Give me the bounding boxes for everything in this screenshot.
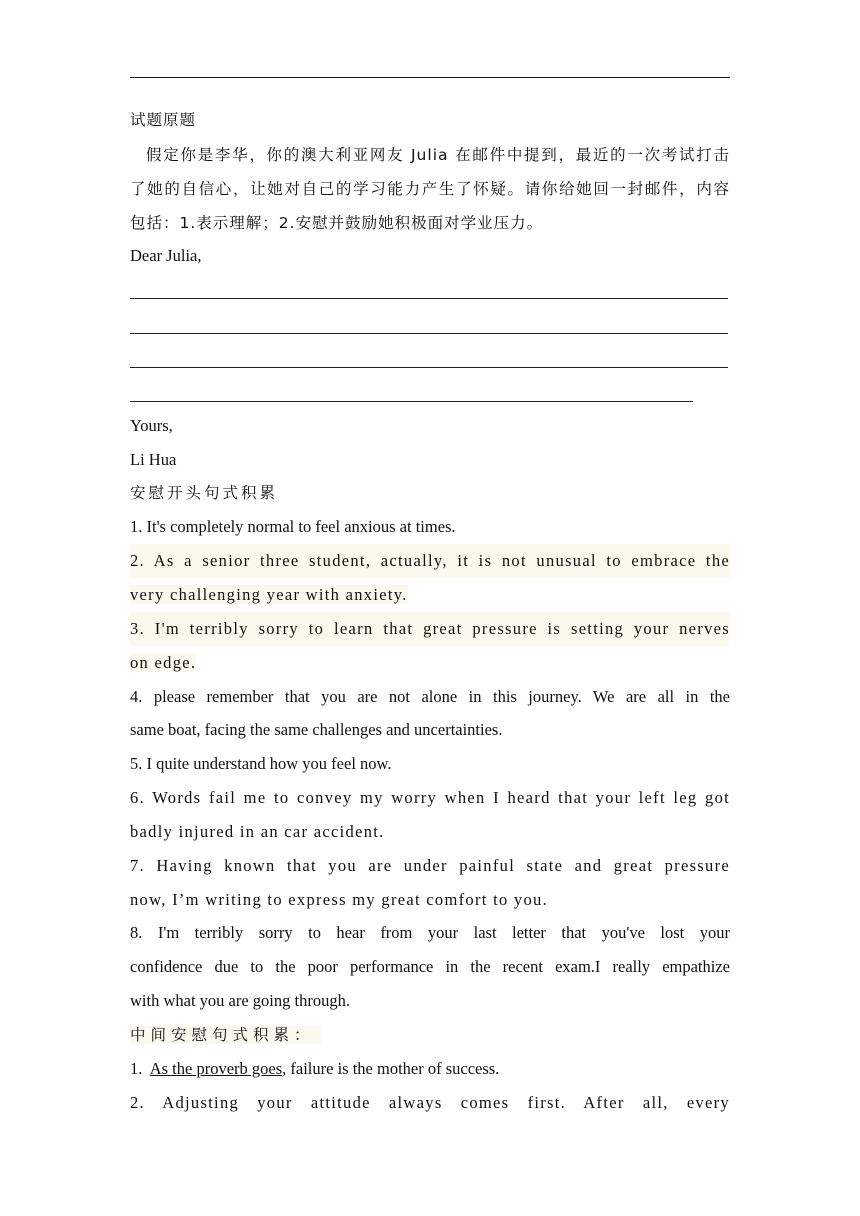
opening-line-14: confidence due to the poor performance in the recent exam.I really empathize (130, 957, 730, 976)
opening-line-1: 1. It's completely normal to feel anxious at times. (130, 517, 456, 536)
middle-line-2: 2. Adjusting your attitude always comes first. After all, every (130, 1093, 730, 1112)
letter-greeting: Dear Julia, (130, 246, 202, 265)
opening-line-8: 5. I quite understand how you feel now. (130, 754, 392, 773)
answer-blank-line (130, 401, 693, 402)
answer-blank-line (130, 367, 728, 368)
opening-line-6: 4. please remember that you are not alone in this journey. We are all in the (130, 687, 730, 706)
opening-line-15: with what you are going through. (130, 991, 350, 1010)
answer-blank-line (130, 333, 728, 334)
middle-section-heading (130, 1018, 730, 1052)
middle-line-1-underlined: As the proverb goes (149, 1059, 283, 1078)
prompt-line-2: 了她的自信心，让她对自己的学习能力产生了怀疑。请你给她回一封邮件，内容 (130, 180, 730, 198)
prompt-line-1: 假定你是李华，你的澳大利亚网友 Julia 在邮件中提到，最近的一次考试打击 (146, 146, 730, 164)
opening-line-11: 7. Having known that you are under painful state and great pressure (130, 856, 730, 875)
opening-line-4: 3. I'm terribly sorry to learn that great pressure is setting your nerves (130, 612, 730, 646)
opening-section-heading: 安慰开头句式积累 (130, 484, 279, 502)
prompt-line-3: 包括：1.表示理解；2.安慰并鼓励她积极面对学业压力。 (130, 214, 544, 232)
answer-blank-line (130, 298, 728, 299)
middle-line-1-number: 1. (130, 1059, 143, 1078)
opening-line-5 (130, 646, 730, 680)
opening-line-9: 6. Words fail me to convey my worry when I heard that your left leg got (130, 788, 730, 807)
prompt-heading: 试题原题 (130, 111, 197, 129)
opening-line-3 (130, 578, 730, 612)
middle-line-1-rest: , failure is the mother of success. (282, 1059, 500, 1078)
letter-closing: Yours, (130, 416, 173, 435)
header-rule (130, 77, 730, 78)
middle-line-1 (130, 1052, 730, 1086)
letter-signature: Li Hua (130, 450, 177, 469)
opening-line-12: now, I’m writing to express my great comfort to you. (130, 890, 548, 909)
opening-line-5-text: on edge. (130, 653, 197, 672)
opening-line-2: 2. As a senior three student, actually, it is not unusual to embrace the (130, 544, 730, 578)
middle-section-heading-text: 中间安慰句式积累： (130, 1026, 321, 1044)
opening-line-10: badly injured in an car accident. (130, 822, 385, 841)
opening-line-3-text: very challenging year with anxiety. (130, 585, 408, 604)
opening-line-13: 8. I'm terribly sorry to hear from your last letter that you've lost your (130, 923, 730, 942)
opening-line-7: same boat, facing the same challenges and uncertainties. (130, 720, 503, 739)
